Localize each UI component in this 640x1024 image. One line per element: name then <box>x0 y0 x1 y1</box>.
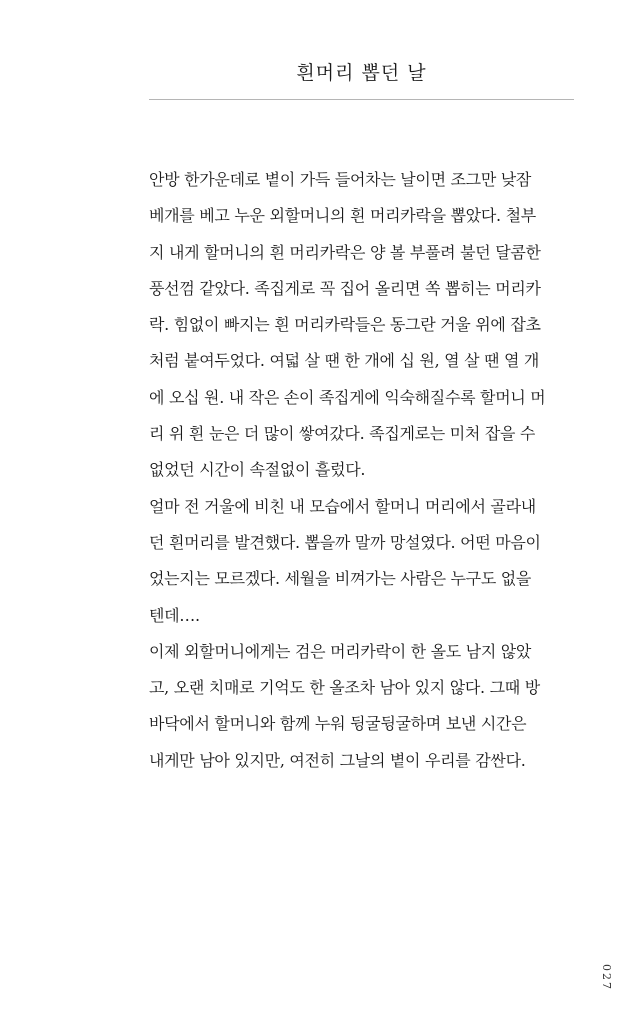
page-number <box>596 962 616 992</box>
body-line: 이제 외할머니에게는 검은 머리카락이 한 올도 남지 않았 <box>149 641 532 661</box>
body-line: 던 흰머리를 발견했다. 뽑을까 말까 망설였다. 어떤 마음이 <box>149 532 541 552</box>
essay-body <box>149 162 579 779</box>
body-line: 지 내게 할머니의 흰 머리카락은 양 볼 부풀려 불던 달콤한 <box>149 242 541 262</box>
body-line: 내게만 남아 있지만, 여전히 그날의 볕이 우리를 감싼다. <box>149 750 526 770</box>
body-line: 얼마 전 거울에 비친 내 모습에서 할머니 머리에서 골라내 <box>149 496 536 516</box>
body-line: 에 오십 원. 내 작은 손이 족집게에 익숙해질수록 할머니 머 <box>149 387 546 407</box>
body-line: 바닥에서 할머니와 함께 누워 뒹굴뒹굴하며 보낸 시간은 <box>149 714 527 734</box>
body-line: 고, 오랜 치매로 기억도 한 올조차 남아 있지 않다. 그때 방 <box>149 678 540 698</box>
body-line: 텐데…. <box>149 605 200 625</box>
page-number-text: 027 <box>599 963 613 991</box>
body-line: 안방 한가운데로 볕이 가득 들어차는 날이면 조그만 낮잠 <box>149 170 532 189</box>
body-line: 리 위 흰 눈은 더 많이 쌓여갔다. 족집게로는 미처 잡을 수 <box>149 424 536 444</box>
body-line: 었는지는 모르겠다. 세월을 비껴가는 사람은 누구도 없을 <box>149 569 532 589</box>
body-line: 처럼 붙여두었다. 여덟 살 땐 한 개에 십 원, 열 살 땐 열 개 <box>149 351 540 371</box>
body-line: 락. 힘없이 빠지는 흰 머리카락들은 동그란 거울 위에 잡초 <box>149 315 541 335</box>
body-line: 베개를 베고 누운 외할머니의 흰 머리카락을 뽑았다. 철부 <box>149 206 536 226</box>
title-divider <box>149 99 574 100</box>
body-line: 풍선껌 같았다. 족집게로 꼭 집어 올리면 쏙 뽑히는 머리카 <box>149 278 541 298</box>
body-line: 없었던 시간이 속절없이 흘렀다. <box>149 460 366 480</box>
essay-title: 흰머리 뽑던 날 <box>296 62 427 84</box>
